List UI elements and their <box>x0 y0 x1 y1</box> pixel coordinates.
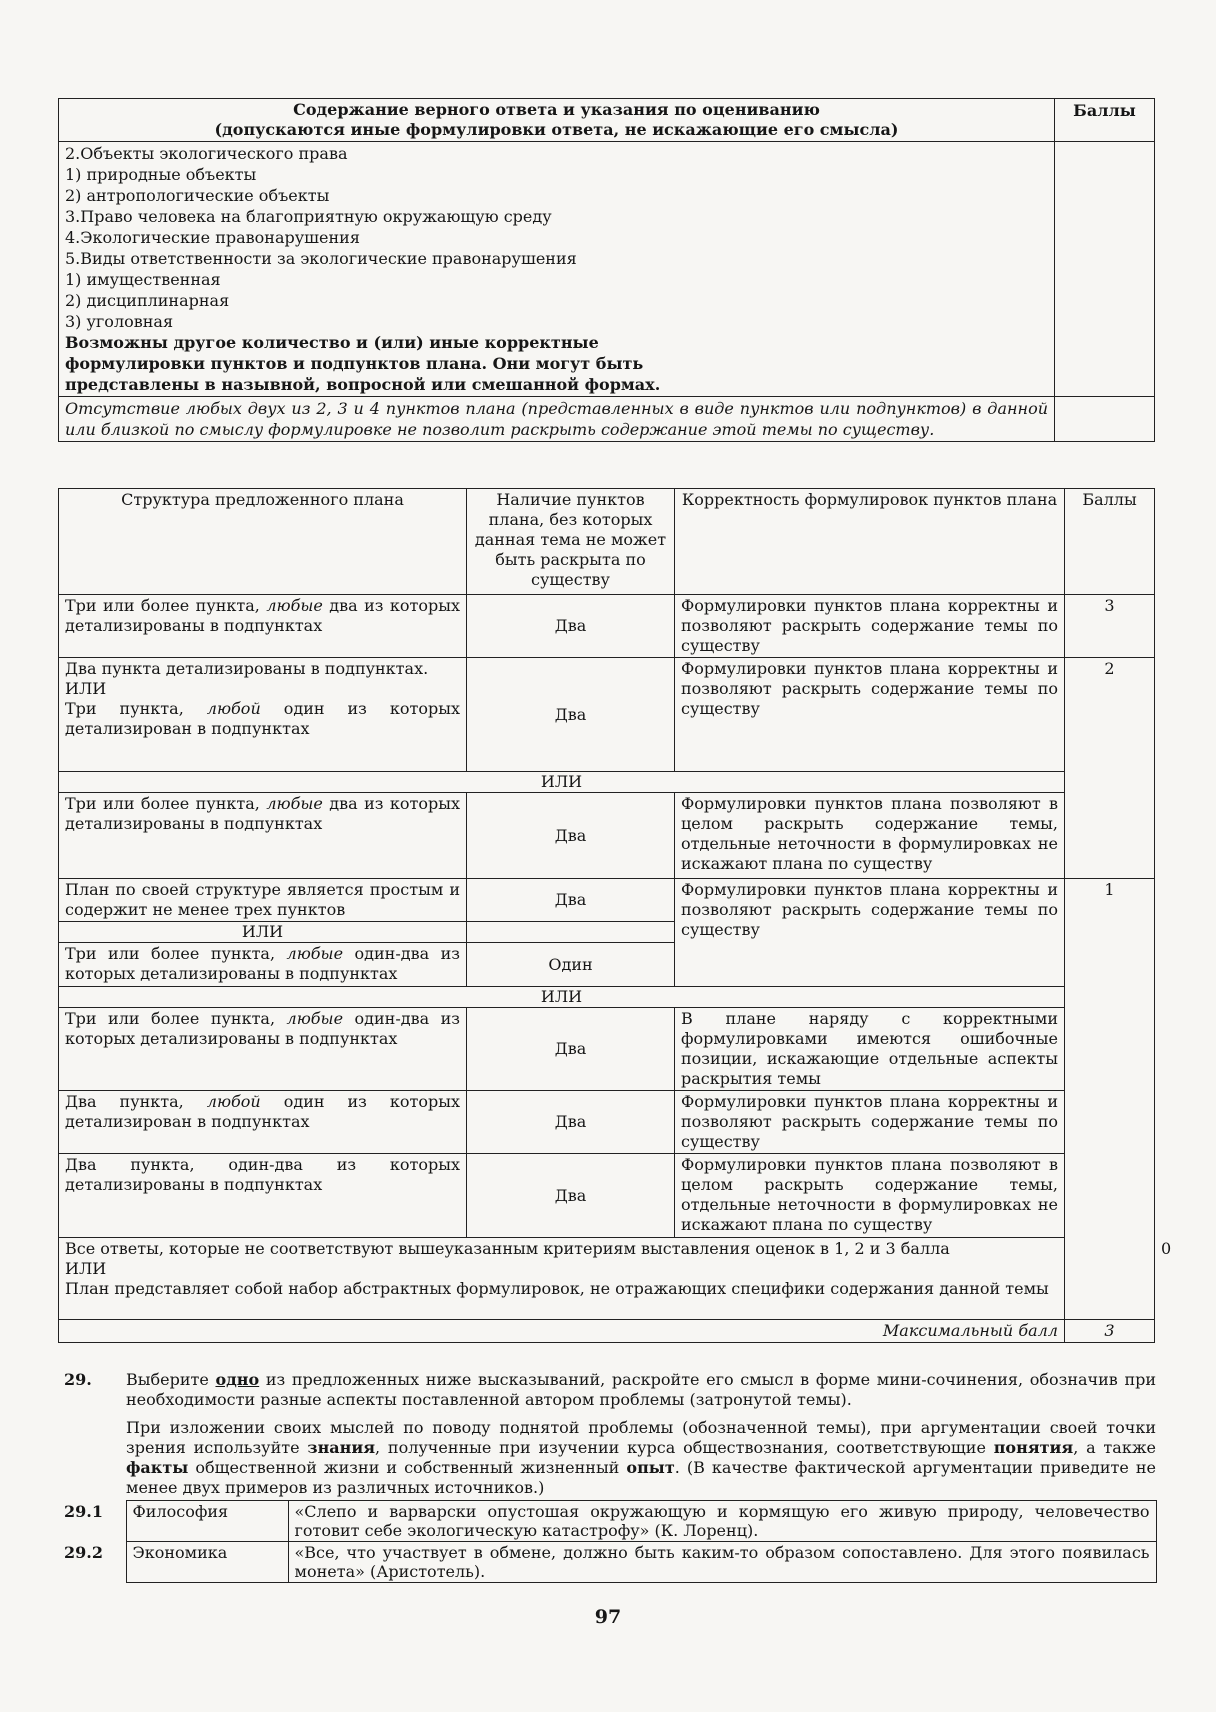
quotes-table <box>64 1500 1157 1583</box>
criteria-presence: Два <box>467 1154 675 1238</box>
plan-line: 2) дисциплинарная <box>65 291 230 310</box>
quote-number: 29.2 <box>64 1542 103 1562</box>
col-header-structure: Структура предложенного плана <box>59 489 467 595</box>
quote-text: «Слепо и варварски опустошая окружающую и кормящую его живую природу, человечество готовит себе экологическую катастрофу» (К. Лоренц). <box>288 1501 1156 1542</box>
criteria-correctness: Формулировки пунктов плана корректны и позволяют раскрыть содержание темы по существу <box>675 658 1065 772</box>
criteria-correctness: Формулировки пунктов плана корректны и позволяют раскрыть содержание темы по существу <box>675 1091 1065 1154</box>
or-separator: ИЛИ <box>59 772 1065 793</box>
empty-score-cell <box>1055 142 1155 397</box>
plan-note-bold: Возможны другое количество и (или) иные корректные <box>65 333 599 352</box>
col-header-presence: Наличие пунктов плана, без которых данная тема не может быть раскрыта по существу <box>467 489 675 595</box>
criteria-score: 1 <box>1065 879 1155 1320</box>
plan-note-bold: представлены в назывной, вопросной или смешанной формах. <box>65 375 661 394</box>
or-separator: ИЛИ <box>59 922 467 943</box>
criteria-presence: Два <box>467 1091 675 1154</box>
criteria-score: 3 <box>1065 595 1155 658</box>
quote-number: 29.1 <box>64 1501 103 1521</box>
question-29 <box>64 1370 1156 1498</box>
criteria-structure: Два пункта, один-два из которых детализированы в подпунктах <box>59 1154 467 1238</box>
quote-row <box>64 1501 1156 1542</box>
criteria-correctness: Формулировки пунктов плана позволяют в целом раскрыть содержание темы, отдельные неточности в формулировках не искажают плана по существу <box>675 1154 1065 1238</box>
content-header <box>59 99 1055 142</box>
plan-line: 4.Экологические правонарушения <box>65 228 360 247</box>
grading-criteria-table: Структура предложенного плана Наличие пунктов плана, без которых данная тема не может быть раскрыта по существу Корректность формулировок пунктов плана Баллы Три или более пункта, любые два из которых детализированы в подпунктах Два Формулировки пунктов плана корректны и позволяют раскрыть содержание темы по существу 3 Два пункта детализированы в подпунктах. ИЛИ Три пункта, любой один из которых детализирован в подпунктах Два Формулировки пунктов плана корректны и позволяют раскрыть содержание темы по существу 2 ИЛИ Три или более пункта, любые два из которых детализированы в подпунктах Два Формулировки пунктов плана позволяют в целом раскрыть содержание темы, отдельные неточности в формулировках не искажают плана по существу План по своей структуре является простым и содержит не менее трех пунктов Два Формулировки пунктов плана корректны и позволяют раскрыть содержание темы по существу 1 ИЛИ Три или более пункта, любые один-два из которых детализированы в подпунктах Один ИЛИ Три или более пункта, любые один-два из которых детализированы в подпунктах Два В плане наряду с корректными формулировками имеются ошибочные позиции, искажающие отдельные аспекты раскрытия темы Два пункта, любой один из которых детализирован в подпунктах Два Формулировки пунктов плана корректны и позволяют раскрыть содержание темы по существу Два пункта, один-два из которых детализированы в подпунктах Два Формулировки пунктов плана позволяют в целом раскрыть содержание темы, отдельные неточности в формулировках не искажают плана по существу Все ответы, которые не соответствуют вышеуказанным критериям выставления оценок в 1, 2 и 3 балла ИЛИ План представляет собой набор абстрактных формулировок, не отражающих специфики содержания данной темы 0 Максимальный балл 3 <box>58 488 1155 1343</box>
plan-line: 1) имущественная <box>65 270 221 289</box>
plan-requirement-note: Отсутствие любых двух из 2, 3 и 4 пунктов плана (представленных в виде пунктов или подпунктов) в данной или близкой по смыслу формулировке не позволит раскрыть содержание этой темы по существу. <box>59 397 1055 442</box>
criteria-presence: Два <box>467 1008 675 1091</box>
or-separator: ИЛИ <box>59 987 1065 1008</box>
plan-line: 2.Объекты экологического права <box>65 144 348 163</box>
empty-cell <box>467 922 675 943</box>
quote-text: «Все, что участвует в обмене, должно быть каким-то образом сопоставлено. Для этого появилась монета» (Аристотель). <box>288 1542 1156 1583</box>
answer-content-table <box>58 98 1155 442</box>
criteria-structure: Три или более пункта, любые один-два из которых детализированы в подпунктах <box>59 943 467 987</box>
max-score-label: Максимальный балл <box>59 1320 1065 1343</box>
col-header-score: Баллы <box>1065 489 1155 595</box>
page-number: 97 <box>594 1606 622 1628</box>
plan-line: 5.Виды ответственности за экологические правонарушения <box>65 249 577 268</box>
question-number: 29. <box>64 1370 92 1389</box>
quote-row <box>64 1542 1156 1583</box>
plan-line: 1) природные объекты <box>65 165 257 184</box>
question-instruction: Выберите одно из предложенных ниже высказываний, раскройте его смысл в форме мини-сочинения, обозначив при необходимости разные аспекты поставленной автором проблемы (затронутой темы). <box>126 1370 1157 1409</box>
content-header-subtitle: (допускаются иные формулировки ответа, не искажающие его смысла) <box>214 120 899 139</box>
plan-line: 3.Право человека на благоприятную окружающую среду <box>65 207 552 226</box>
plan-note-bold: формулировки пунктов и подпунктов плана. Они могут быть <box>65 354 644 373</box>
criteria-presence: Два <box>467 595 675 658</box>
criteria-structure: План по своей структуре является простым и содержит не менее трех пунктов <box>59 879 467 922</box>
criteria-correctness: Формулировки пунктов плана корректны и позволяют раскрыть содержание темы по существу <box>675 595 1065 658</box>
plan-line: 3) уголовная <box>65 312 174 331</box>
content-header-title: Содержание верного ответа и указания по оцениванию <box>293 100 820 119</box>
criteria-presence: Два <box>467 658 675 772</box>
plan-content-cell <box>59 142 1055 397</box>
empty-score-cell <box>1055 397 1155 442</box>
col-header-correctness: Корректность формулировок пунктов плана <box>675 489 1065 595</box>
criteria-zero: Все ответы, которые не соответствуют вышеуказанным критериям выставления оценок в 1, 2 и 3 балла ИЛИ План представляет собой набор абстрактных формулировок, не отражающих специфики содержания данной темы <box>59 1238 1065 1320</box>
criteria-structure: Два пункта детализированы в подпунктах. ИЛИ Три пункта, любой один из которых детализирован в подпунктах <box>59 658 467 772</box>
criteria-presence: Два <box>467 879 675 922</box>
criteria-presence: Два <box>467 793 675 879</box>
plan-line: 2) антропологические объекты <box>65 186 330 205</box>
criteria-correctness: В плане наряду с корректными формулировками имеются ошибочные позиции, искажающие отдельные аспекты раскрытия темы <box>675 1008 1065 1091</box>
max-score-value: 3 <box>1065 1320 1155 1343</box>
criteria-structure: Три или более пункта, любые один-два из которых детализированы в подпунктах <box>59 1008 467 1091</box>
score-header: Баллы <box>1055 99 1155 142</box>
criteria-correctness: Формулировки пунктов плана корректны и позволяют раскрыть содержание темы по существу <box>675 879 1065 987</box>
criteria-structure: Три или более пункта, любые два из которых детализированы в подпунктах <box>59 595 467 658</box>
quote-field: Экономика <box>126 1542 288 1583</box>
question-guidance: При изложении своих мыслей по поводу поднятой проблемы (обозначенной темы), при аргументации своей точки зрения используйте знания, полученные при изучении курса обществознания, соответствующие понятия, а также факты общественной жизни и собственный жизненный опыт. (В качестве фактической аргументации приведите не менее двух примеров из различных источников.) <box>126 1418 1157 1497</box>
criteria-correctness: Формулировки пунктов плана позволяют в целом раскрыть содержание темы, отдельные неточности в формулировках не искажают плана по существу <box>675 793 1065 879</box>
criteria-structure: Два пункта, любой один из которых детализирован в подпунктах <box>59 1091 467 1154</box>
criteria-score: 2 <box>1065 658 1155 879</box>
quote-field: Философия <box>126 1501 288 1542</box>
criteria-structure: Три или более пункта, любые два из которых детализированы в подпунктах <box>59 793 467 879</box>
criteria-presence: Один <box>467 943 675 987</box>
